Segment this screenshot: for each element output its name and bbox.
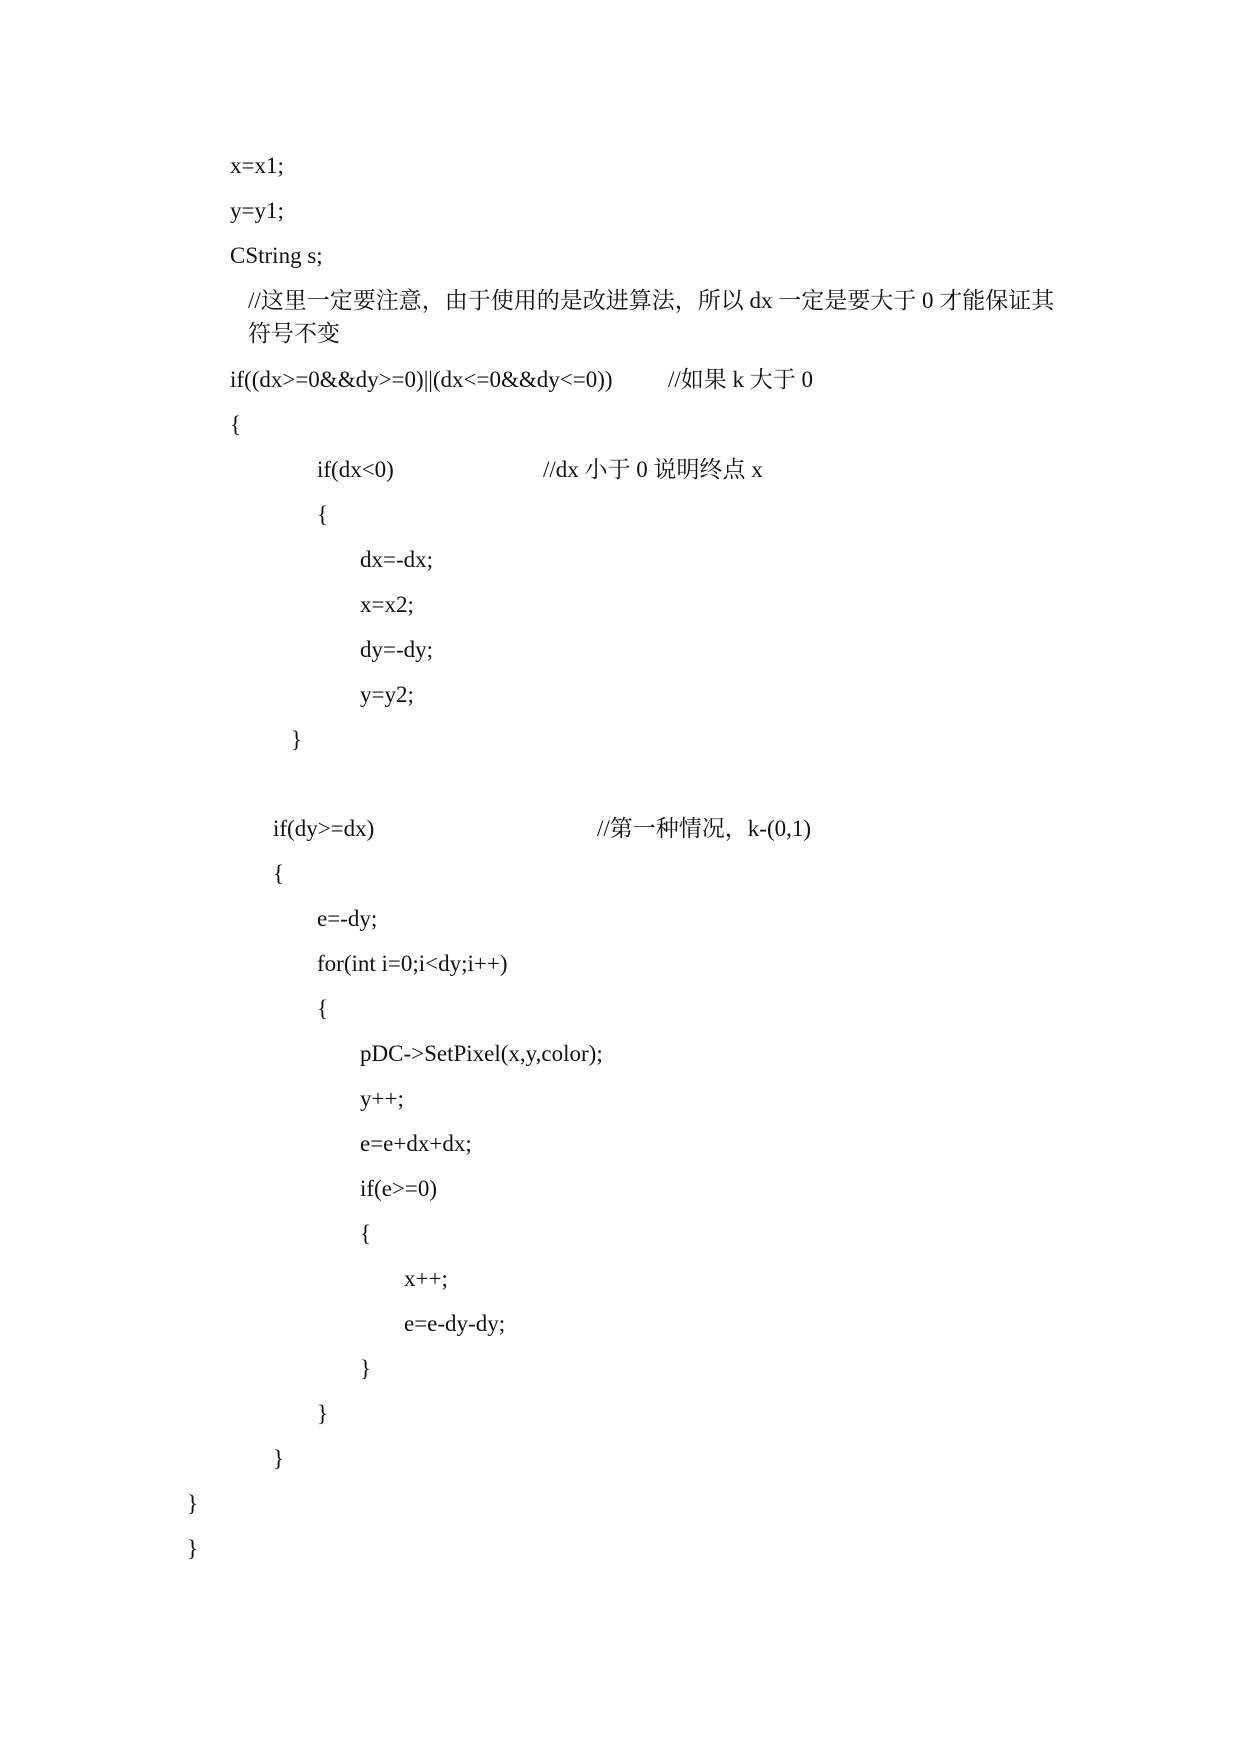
code-comment-block: //这里一定要注意，由于使用的是改进算法，所以 dx 一定是要大于 0 才能保证其符号不变 [248, 288, 1055, 346]
code-line: { [360, 1221, 372, 1246]
code-line: if(e>=0) [360, 1176, 438, 1201]
code-line: { [230, 412, 242, 437]
code-line: x=x1; [230, 153, 284, 178]
code-line: if(dx<0) [317, 457, 394, 482]
code-comment: //如果 k 大于 0 [668, 367, 814, 392]
code-line: } [187, 1491, 199, 1516]
code-line: dy=-dy; [360, 637, 434, 662]
code-line: } [360, 1356, 372, 1381]
code-line: e=e-dy-dy; [404, 1311, 506, 1336]
code-line: CString s; [230, 243, 323, 268]
code-line: e=e+dx+dx; [360, 1131, 472, 1156]
code-line: } [273, 1446, 285, 1471]
code-comment: //第一种情况，k-(0,1) [597, 816, 812, 841]
code-line: dx=-dx; [360, 547, 434, 572]
code-line: y++; [360, 1086, 404, 1111]
code-line: for(int i=0;i<dy;i++) [317, 951, 508, 976]
code-line: { [317, 996, 329, 1021]
code-line: { [273, 861, 285, 886]
code-line: } [187, 1536, 199, 1561]
code-comment: //dx 小于 0 说明终点 x [543, 457, 763, 482]
code-line: } [291, 727, 303, 752]
code-line: } [317, 1401, 329, 1426]
code-line: x=x2; [360, 592, 414, 617]
code-line: y=y1; [230, 198, 284, 223]
code-line: { [317, 502, 329, 527]
code-line: x++; [404, 1266, 448, 1291]
code-line: y=y2; [360, 682, 414, 707]
code-line: if(dy>=dx) [273, 816, 375, 841]
code-line: e=-dy; [317, 906, 378, 931]
code-line: pDC->SetPixel(x,y,color); [360, 1041, 603, 1066]
code-line: if((dx>=0&&dy>=0)||(dx<=0&&dy<=0)) [230, 367, 613, 392]
